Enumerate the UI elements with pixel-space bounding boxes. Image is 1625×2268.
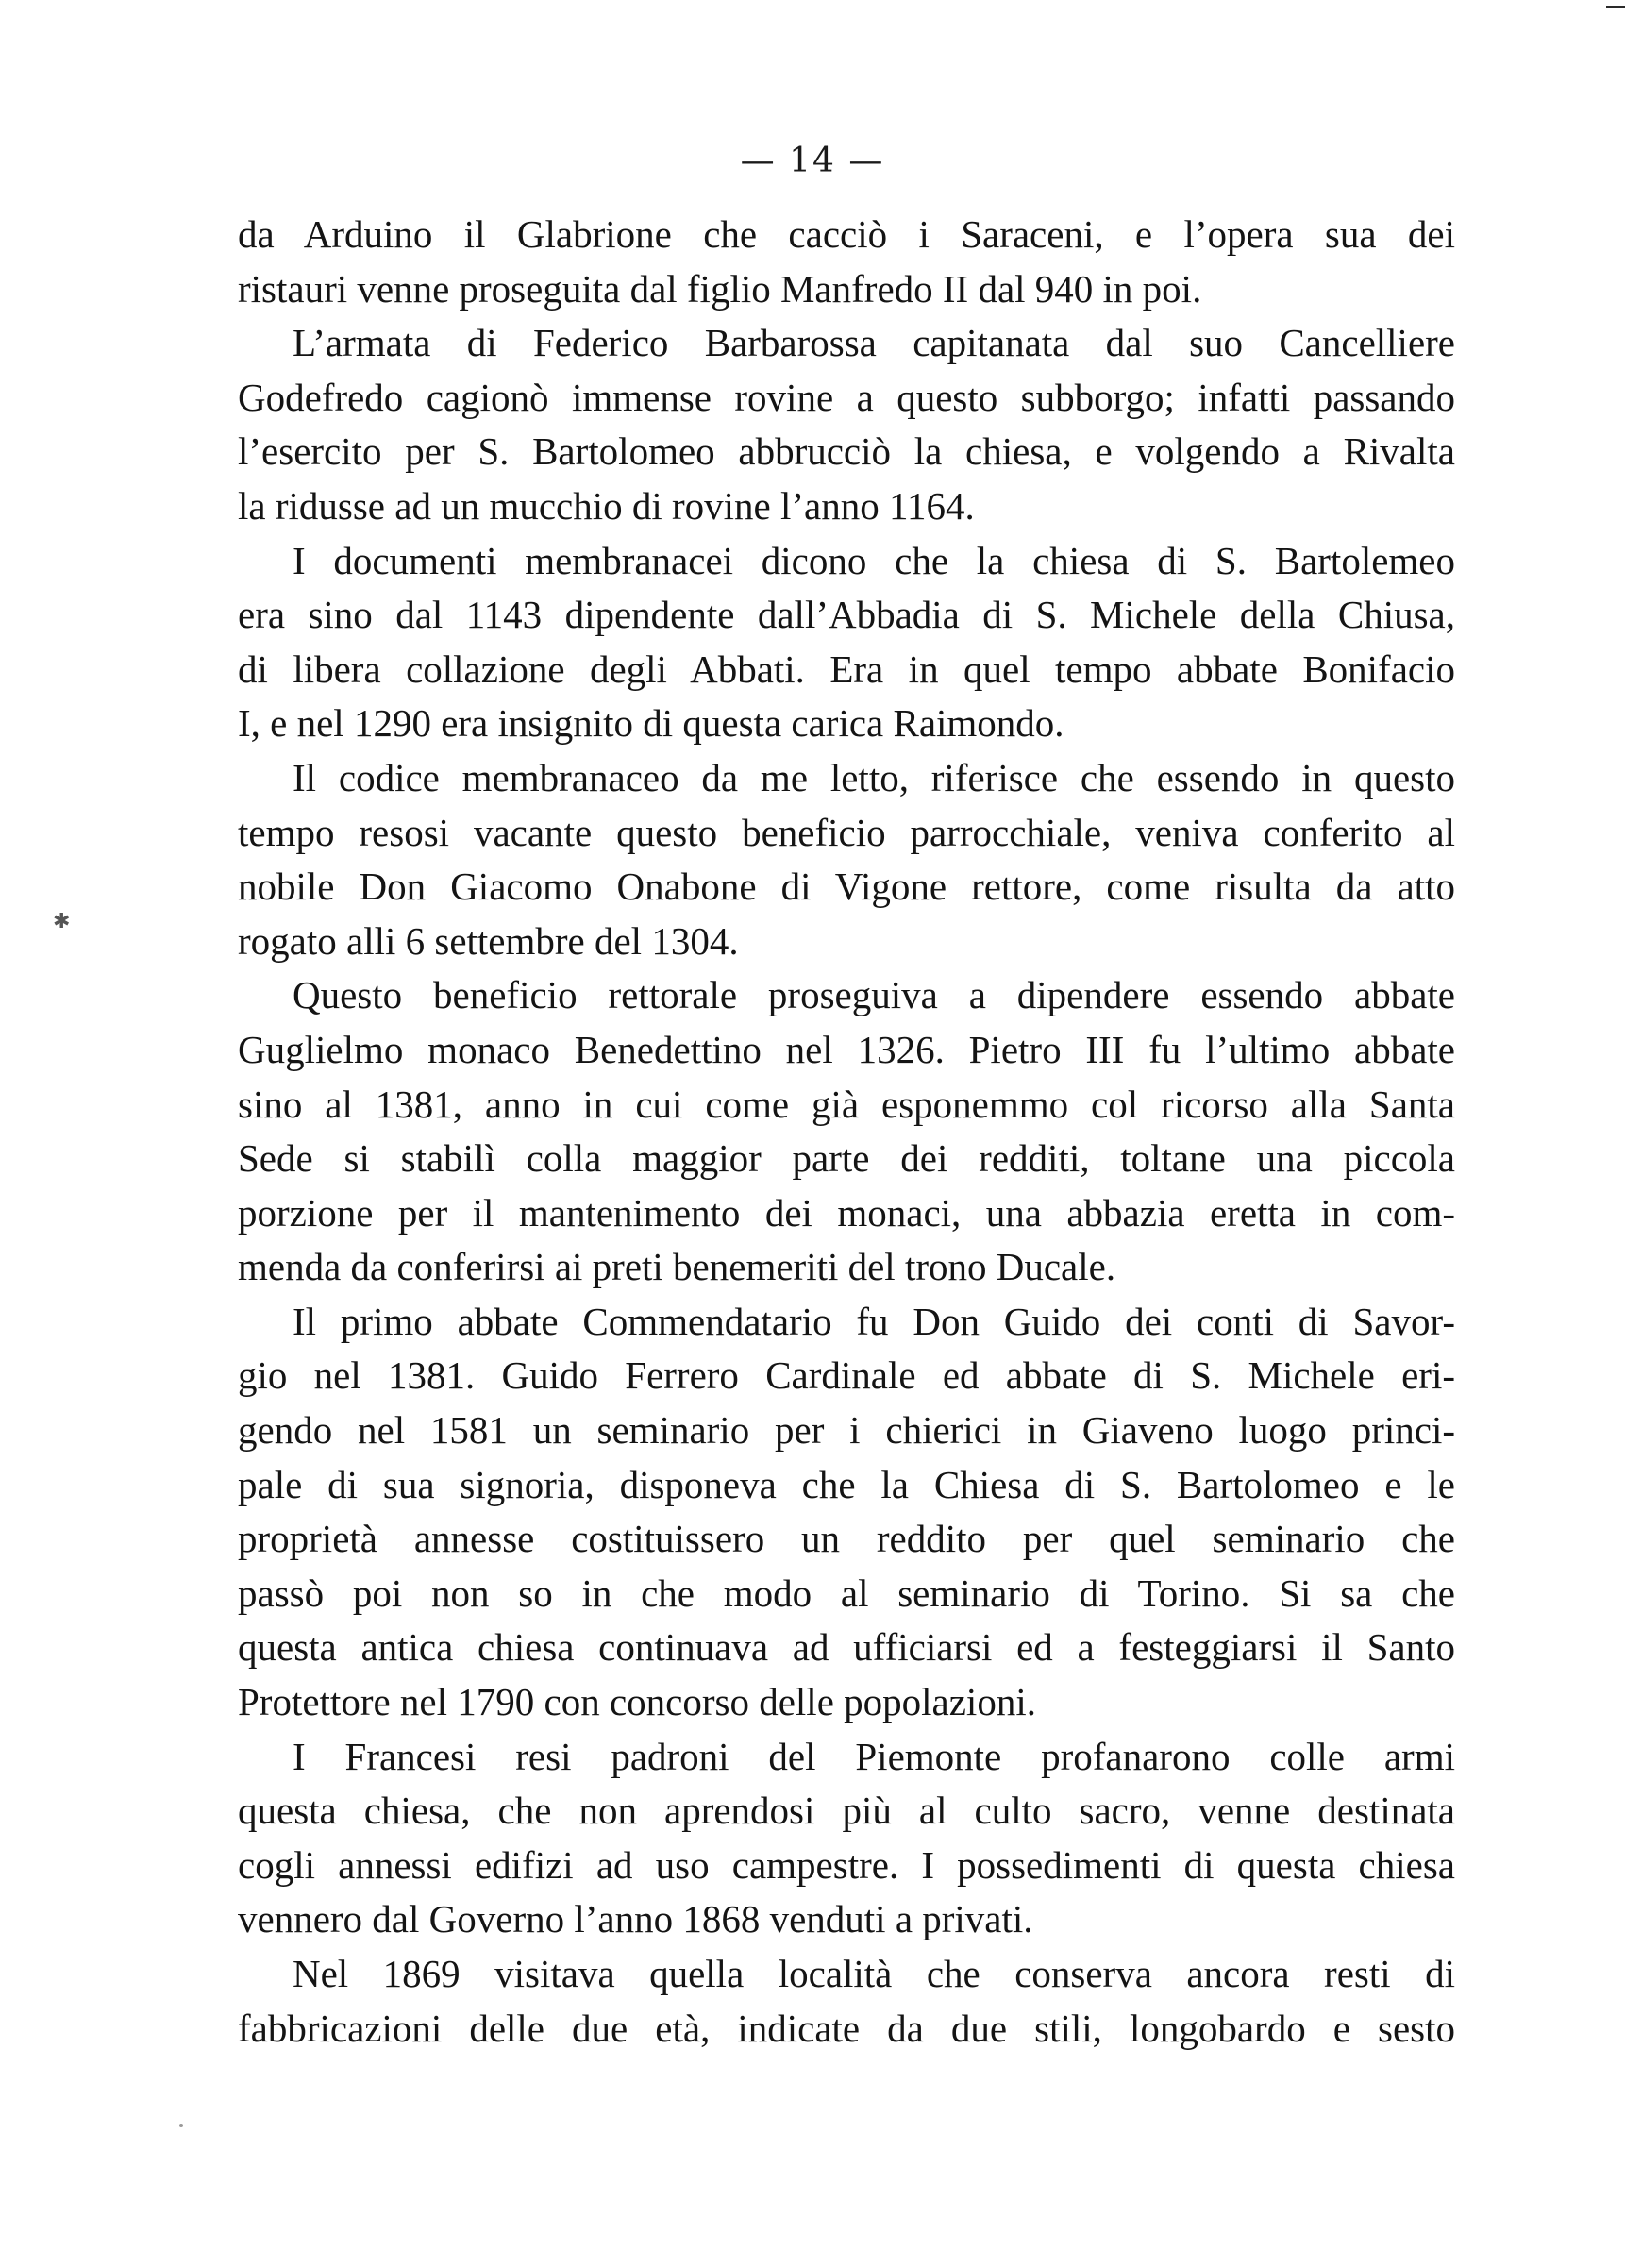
text-line: gendo nel 1581 un seminario per i chierici in Giaveno luogo princi- [238, 1408, 1455, 1453]
text-line: fabbricazioni delle due età, indicate da due stili, longobardo e sesto [238, 2006, 1455, 2050]
text-line: Protettore nel 1790 con concorso delle popolazioni. [238, 1680, 1036, 1724]
text-line: pale di sua signoria, disponeva che la Chiesa di S. Bartolomeo e le [238, 1462, 1455, 1506]
text-line: Sede si stabilì colla maggior parte dei redditi, toltane una piccola [238, 1136, 1455, 1181]
text-line: rogato alli 6 settembre del 1304. [238, 918, 739, 963]
paper-speck [179, 2124, 183, 2127]
text-line: passò poi non so in che modo al seminario di Torino. Si sa che [238, 1571, 1455, 1615]
text-line: menda da conferirsi ai preti benemeriti del trono Ducale. [238, 1245, 1116, 1289]
text-line: era sino dal 1143 dipendente dall’Abbadia di S. Michele della Chiusa, [238, 593, 1455, 637]
text-line: Il primo abbate Commendatario fu Don Guido dei conti di Savor- [293, 1299, 1455, 1343]
text-line: nobile Don Giacomo Onabone di Vigone rettore, come risulta da atto [238, 865, 1455, 909]
text-line: tempo resosi vacante questo beneficio parrocchiale, veniva conferito al [238, 810, 1455, 854]
text-line: l’esercito per S. Bartolomeo abbrucciò la chiesa, e volgendo a Rivalta [238, 429, 1455, 474]
text-line: Godefredo cagionò immense rovine a questo subborgo; infatti passando [238, 375, 1455, 419]
text-line: I documenti membranacei dicono che la chiesa di S. Bartolemeo [293, 538, 1455, 582]
text-line: Guglielmo monaco Benedettino nel 1326. Pietro III fu l’ultimo abbate [238, 1027, 1455, 1071]
text-line: I, e nel 1290 era insignito di questa carica Raimondo. [238, 701, 1064, 746]
text-line: cogli annessi edifizi ad uso campestre. I possedimenti di questa chiesa [238, 1842, 1455, 1887]
text-line: I Francesi resi padroni del Piemonte profanarono colle armi [293, 1734, 1455, 1778]
text-line: la ridusse ad un mucchio di rovine l’anno 1164. [238, 483, 975, 528]
text-line: L’armata di Federico Barbarossa capitanata dal suo Cancelliere [293, 321, 1455, 365]
text-line: ristauri venne proseguita dal figlio Manfredo II dal 940 in poi. [238, 266, 1202, 311]
text-line: questa antica chiesa continuava ad ufficiarsi ed a festeggiarsi il Santo [238, 1625, 1455, 1670]
text-line: proprietà annesse costituissero un reddito per quel seminario che [238, 1517, 1455, 1561]
text-line: vennero dal Governo l’anno 1868 venduti a privati. [238, 1897, 1033, 1941]
text-line: da Arduino il Glabrione che cacciò i Saraceni, e l’opera sua dei [238, 212, 1455, 256]
page-number: — 14 — [740, 142, 885, 180]
text-line: Il codice membranaceo da me letto, riferisce che essendo in questo [293, 755, 1455, 799]
scan-edge-mark [1606, 6, 1625, 8]
margin-ink-mark: ✱ [53, 910, 71, 933]
text-line: questa chiesa, che non aprendosi più al culto sacro, venne destinata [238, 1789, 1455, 1833]
text-line: di libera collazione degli Abbati. Era in quel tempo abbate Bonifacio [238, 647, 1455, 691]
body-text [238, 208, 1455, 2056]
text-line: porzione per il mantenimento dei monaci, una abbazia eretta in com- [238, 1190, 1455, 1235]
text-line: Nel 1869 visitava quella località che conserva ancora resti di [293, 1952, 1455, 1995]
text-line: gio nel 1381. Guido Ferrero Cardinale ed abbate di S. Michele eri- [238, 1353, 1455, 1398]
text-line: sino al 1381, anno in cui come già esponemmo col ricorso alla Santa [238, 1082, 1455, 1126]
text-line: Questo beneficio rettorale proseguiva a dipendere essendo abbate [293, 973, 1455, 1017]
